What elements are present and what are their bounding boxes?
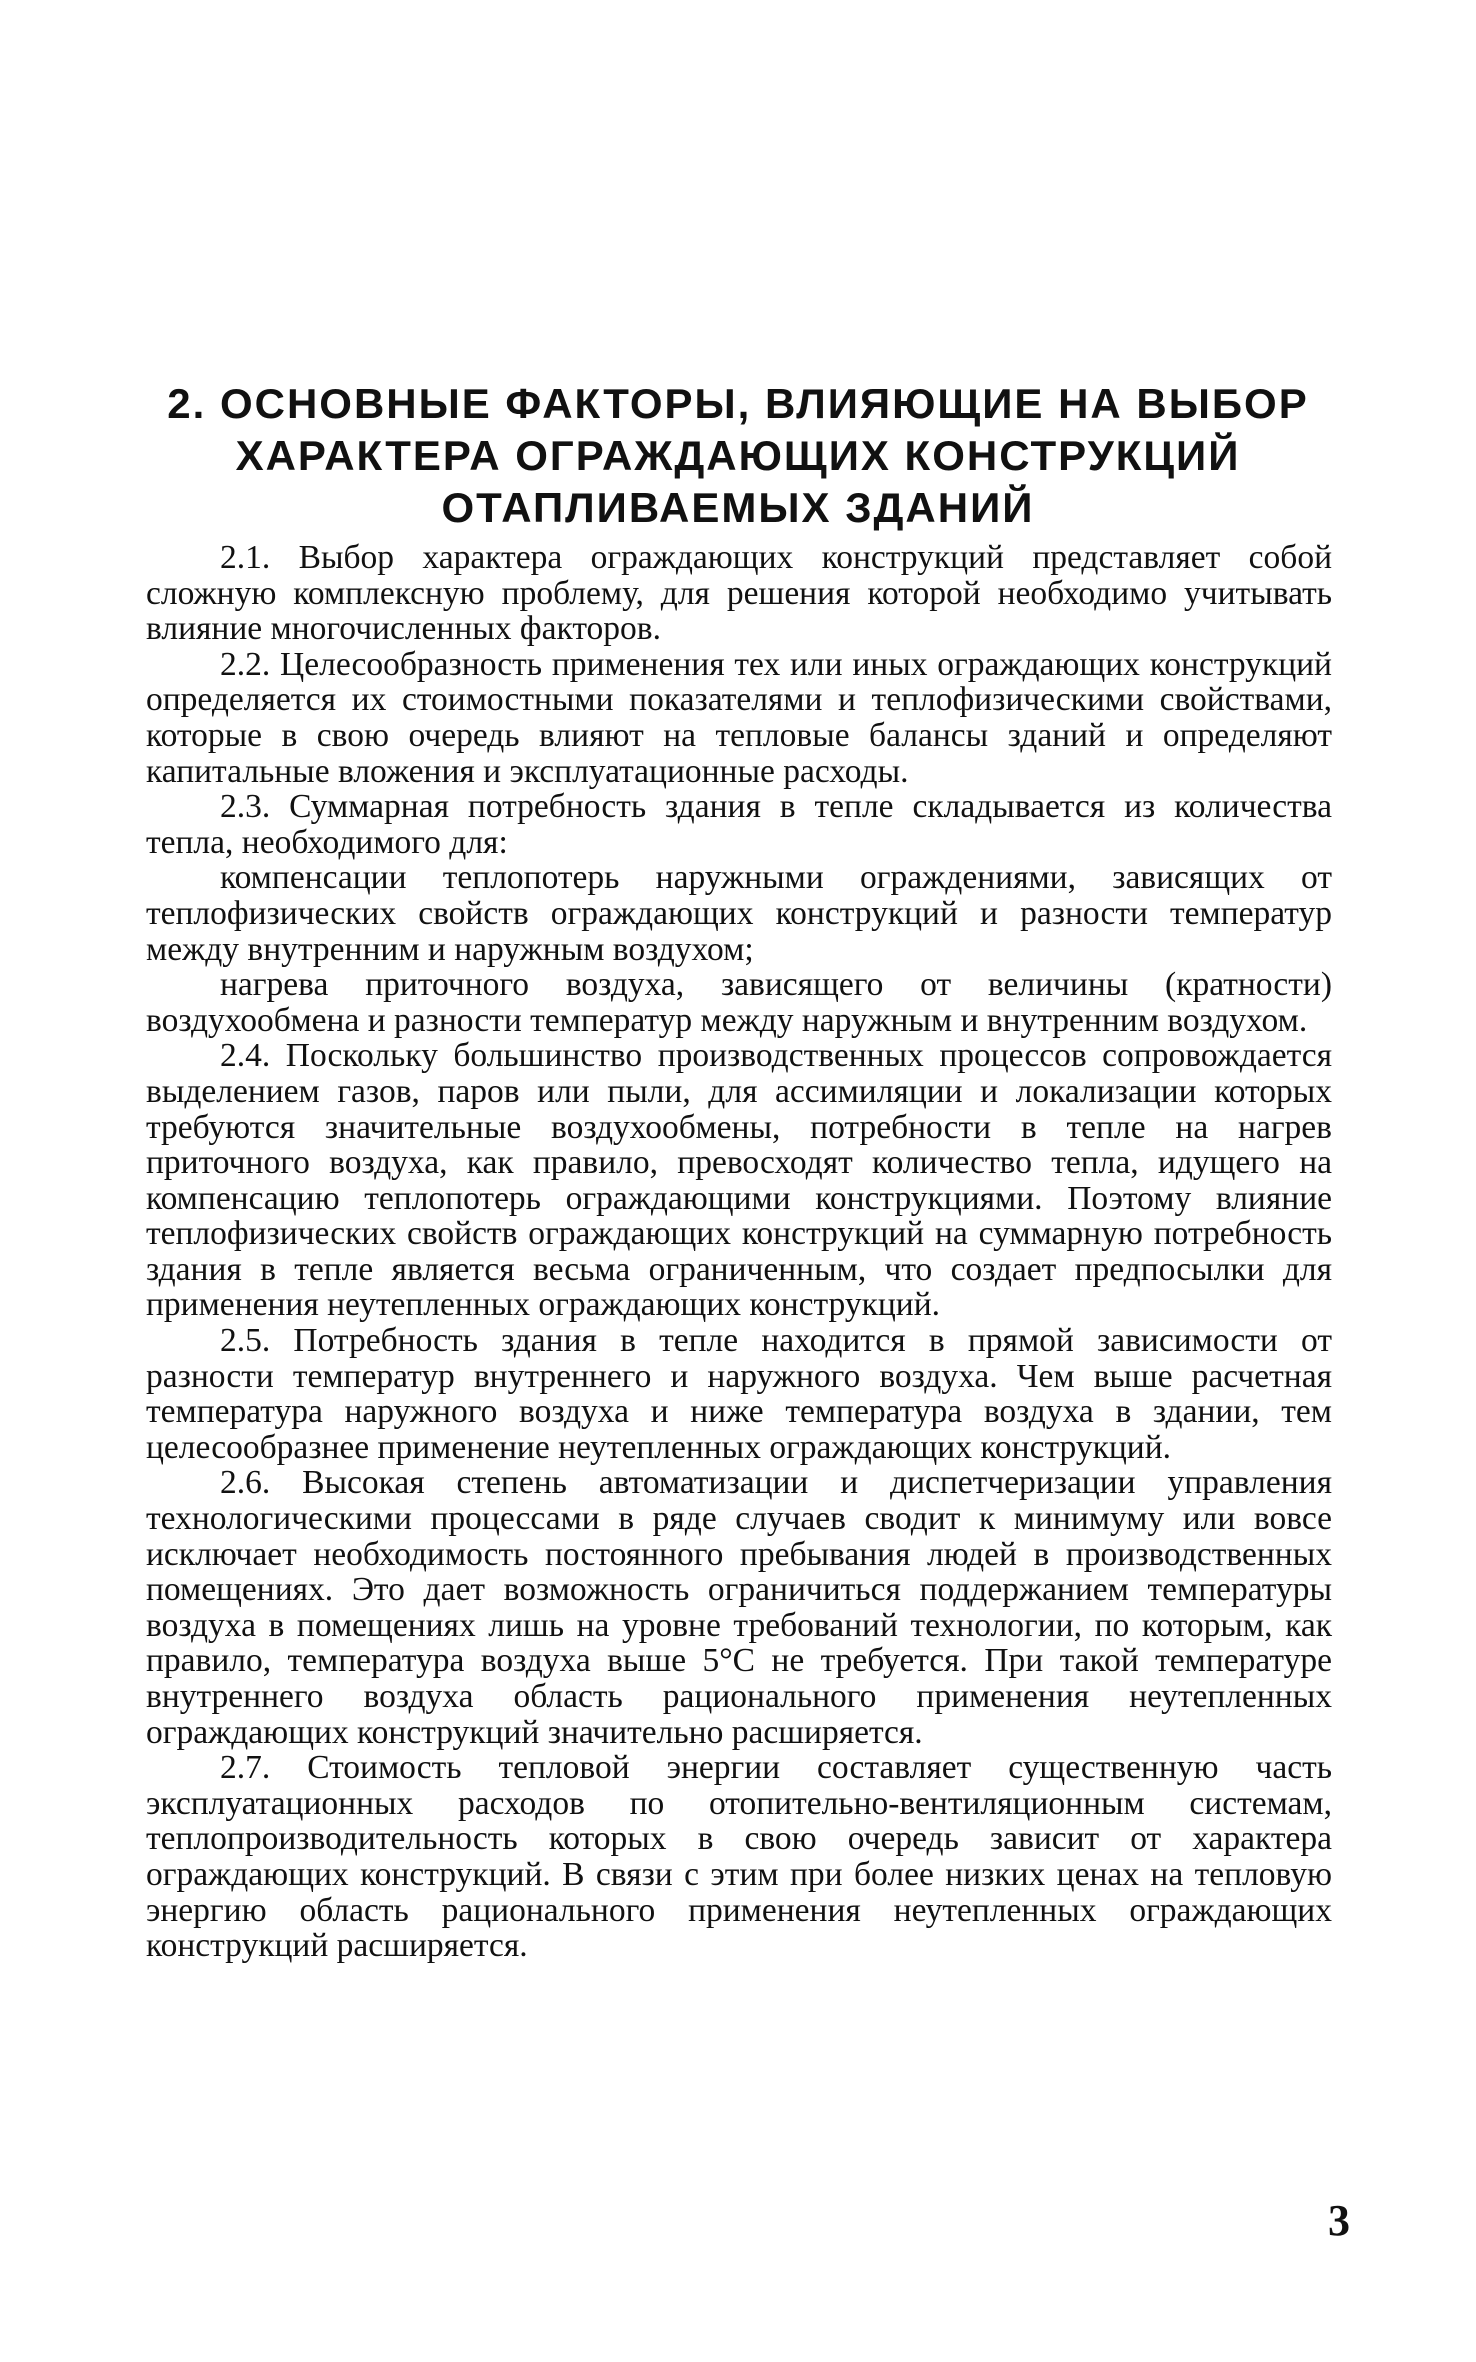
paragraph-2-3: 2.3. Суммарная потребность здания в тепле складывается из количества тепла, необходимого для: xyxy=(146,788,1332,861)
paragraph-2-2: 2.2. Целесообразность применения тех или иных ограждающих конструкций определяется их стоимостными показателями и теплофизическими свойствами, которые в свою очередь влияют на тепловые балансы зданий и определяют капитальные вложения и эксплуатационные расходы. xyxy=(146,645,1332,790)
paragraph-2-3-item-1: компенсации теплопотерь наружными ограждениями, зависящих от теплофизических свойств ограждающих конструкций и разности температур между внутренним и наружным воздухом; xyxy=(146,859,1332,968)
section-heading xyxy=(140,378,1336,534)
paragraph-2-3-item-2: нагрева приточного воздуха, зависящего от величины (кратности) воздухообмена и разности температур между наружным и внутренним воздухом. xyxy=(146,966,1332,1039)
paragraph-2-6: 2.6. Высокая степень автоматизации и диспетчеризации управления технологическими процессами в ряде случаев сводит к минимуму или вовсе исключает необходимость постоянного пребывания людей в производственных помещениях. Это дает возможность ограничиться поддержанием температуры воздуха в помещениях лишь на уровне требований технологии, по которым, как правило, температура воздуха выше 5°С не требуется. При такой температуре внутреннего воздуха область рационального применения неутепленных ограждающих конструкций значительно расширяется. xyxy=(146,1464,1332,1751)
body-text xyxy=(146,540,1332,1964)
heading-line-2: ХАРАКТЕРА ОГРАЖДАЮЩИХ КОНСТРУКЦИЙ xyxy=(235,432,1241,479)
paragraph-2-1: 2.1. Выбор характера ограждающих конструкций представляет собой сложную комплексную проблему, для решения которой необходимо учитывать влияние многочисленных факторов. xyxy=(146,539,1332,648)
page-number: 3 xyxy=(1328,2196,1350,2245)
heading-line-3: ОТАПЛИВАЕМЫХ ЗДАНИЙ xyxy=(441,484,1035,531)
paragraph-2-4: 2.4. Поскольку большинство производственных процессов сопровождается выделением газов, паров или пыли, для ассимиляции и локализации которых требуются значительные воздухообмены, потребности в тепле на нагрев приточного воздуха, как правило, превосходят количество тепла, идущего на компенсацию теплопотерь ограждающими конструкциями. Поэтому влияние теплофизических свойств ограждающих конструкций на суммарную потребность здания в тепле является весьма ограниченным, что создает предпосылки для применения неутепленных ограждающих конструкций. xyxy=(146,1037,1332,1324)
paragraph-2-7: 2.7. Стоимость тепловой энергии составляет существенную часть эксплуатационных расходов по отопительно-вентиляционным системам, теплопроизводительность которых в свою очередь зависит от характера ограждающих конструкций. В связи с этим при более низких ценах на тепловую энергию область рационального применения неутепленных ограждающих конструкций расширяется. xyxy=(146,1749,1332,1965)
paragraph-2-5: 2.5. Потребность здания в тепле находится в прямой зависимости от разности температур внутреннего и наружного воздуха. Чем выше расчетная температура наружного воздуха и ниже температура воздуха в здании, тем целесообразнее применение неутепленных ограждающих конструкций. xyxy=(146,1322,1332,1466)
heading-line-1: 2. ОСНОВНЫЕ ФАКТОРЫ, ВЛИЯЮЩИЕ НА ВЫБОР xyxy=(167,380,1309,427)
